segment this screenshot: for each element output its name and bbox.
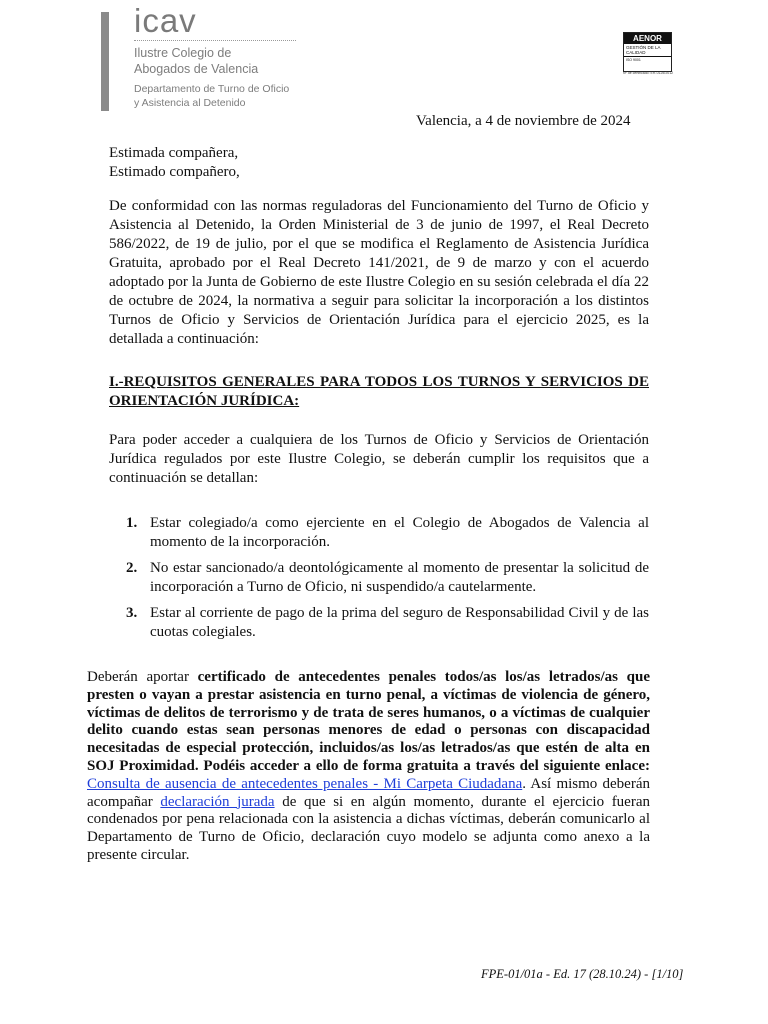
requirement-number: 2. bbox=[126, 560, 138, 576]
salutation-line: Estimada compañera, bbox=[109, 145, 239, 161]
aenor-badge-title: AENOR bbox=[624, 33, 671, 44]
aenor-badge-subtitle: GESTIÓN DE LA CALIDAD bbox=[626, 45, 661, 55]
requirement-item bbox=[109, 559, 649, 597]
salutation bbox=[109, 144, 240, 182]
department-line1: Departamento de Turno de Oficio bbox=[134, 83, 290, 95]
requirement-text: No estar sancionado/a deontológicamente al momento de presentar la solicitud de incorporación a Turno de Oficio, ni suspendido/a cautelarmente. bbox=[150, 560, 649, 595]
section-heading: I.-REQUISITOS GENERALES PARA TODOS LOS TURNOS Y SERVICIOS DE ORIENTACIÓN JURÍDICA: bbox=[109, 374, 649, 409]
criminal-record-link[interactable]: Consulta de ausencia de antecedentes penales - Mi Carpeta Ciudadana bbox=[87, 775, 523, 792]
intro-paragraph: De conformidad con las normas reguladoras del Funcionamiento del Turno de Oficio y Asistencia al Detenido, la Orden Ministerial de 3 de junio de 1997, el Real Decreto 586/2022, de 19 de julio, por el que se modifica el Reglamento de Asistencia Jurídica Gratuita, aprobado por el Real Decreto 141/2021, de 9 de marzo y con el acuerdo adoptado por la Junta de Gobierno de este Ilustre Colegio en su sesión celebrada el día 22 de octubre de 2024, la normativa a seguir para solicitar la incorporación a los distintos Turnos de Oficio y Servicios de Orientación Jurídica para el ejercicio 2025, es la detallada a continuación: bbox=[109, 198, 649, 347]
org-name-line1: Ilustre Colegio de bbox=[134, 46, 232, 60]
requirements-intro: Para poder acceder a cualquiera de los Turnos de Oficio y Servicios de Orientación Jurídica regulados por este Ilustre Colegio, se deberán cumplir los requisitos que a continuación se detallan: bbox=[109, 432, 649, 486]
final-lead: Deberán aportar bbox=[87, 669, 198, 685]
org-name-line2: Abogados de Valencia bbox=[134, 62, 259, 76]
document-reference-footer: FPE-01/01a - Ed. 17 (28.10.24) - [1/10] bbox=[481, 967, 684, 981]
requirement-item bbox=[109, 604, 649, 642]
sworn-statement-link[interactable]: declaración jurada bbox=[160, 793, 275, 810]
logo-bar bbox=[101, 12, 109, 111]
final-bold-text: certificado de antecedentes penales todos/as los/as letrados/as que presten o vayan a prestar asistencia en turno penal, a víctimas de violencia de género, víctimas de delitos de terrorismo y de trata de seres humanos, o a víctimas de cualquier delito cuando estas sean personas menores de edad o personas con discapacidad necesitadas de especial protección, incluidos/as los/as letrados/as que estén de alta en SOJ Proximidad. Podéis acceder a ello de forma gratuita a través del siguiente enlace: bbox=[87, 669, 650, 774]
logo-divider bbox=[134, 40, 296, 41]
requirements-list bbox=[109, 514, 649, 649]
requirement-number: 3. bbox=[126, 605, 138, 621]
letter-date: Valencia, a 4 de noviembre de 2024 bbox=[416, 113, 631, 129]
requirement-text: Estar colegiado/a como ejerciente en el Colegio de Abogados de Valencia al momento de la incorporación. bbox=[150, 515, 649, 550]
icav-logo: icav bbox=[134, 2, 197, 39]
aenor-badge-standard: ISO 9001 bbox=[624, 56, 671, 62]
final-tail: de que si en algún momento, durante el ejercicio fueran condenados por pena relacionada con la asistencia a dichas víctimas, deberán comunicarlo al Departamento de Turno de Oficio, declaración cuyo modelo se adjunta como anexo a la presente circular. bbox=[87, 793, 650, 863]
aenor-certification-badge bbox=[623, 32, 672, 72]
salutation-line: Estimado compañero, bbox=[109, 164, 240, 180]
requirement-item bbox=[109, 514, 649, 552]
requirement-number: 1. bbox=[126, 515, 138, 531]
department-line2: y Asistencia al Detenido bbox=[134, 97, 246, 109]
final-after-link: . Así mismo deberán acompañar bbox=[87, 775, 650, 810]
aenor-cert-number: Nº de certificado: ER-0125/2012 bbox=[623, 71, 674, 75]
criminal-record-paragraph bbox=[87, 669, 650, 865]
requirement-text: Estar al corriente de pago de la prima del seguro de Responsabilidad Civil y de las cuotas colegiales. bbox=[150, 605, 649, 640]
